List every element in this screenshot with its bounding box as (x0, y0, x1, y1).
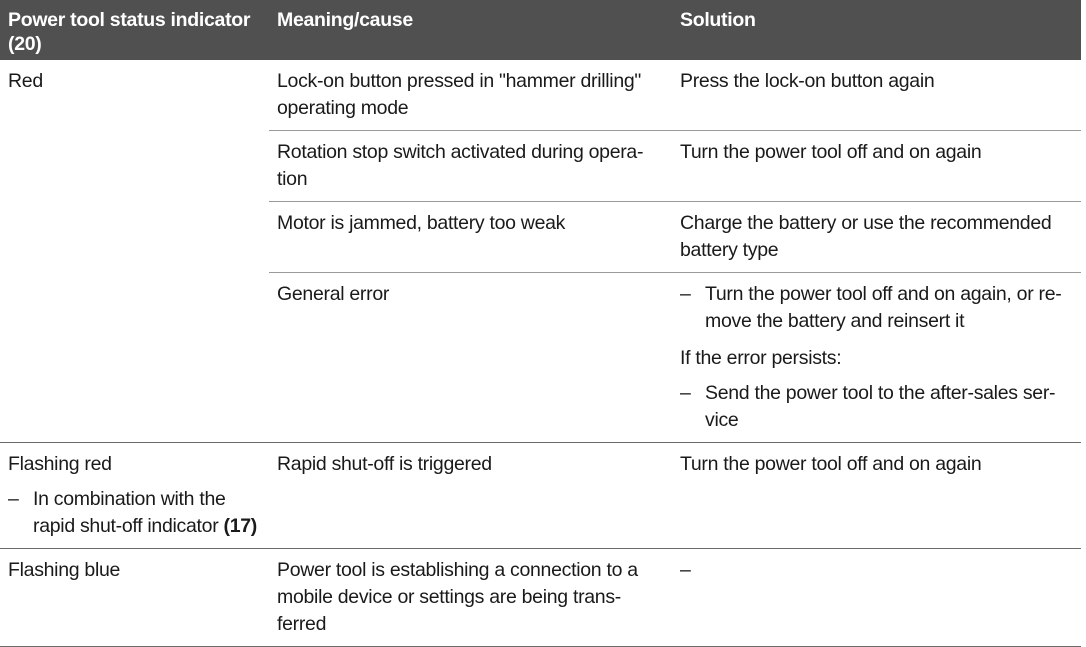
cause-cell: Lock-on button pressed in "hammer drilling" operating mode (277, 70, 642, 119)
table-row (0, 549, 1081, 647)
indicator-red-label: Red (8, 70, 43, 92)
table-row (0, 443, 1081, 549)
solution-item-text: Send the power tool to the after-sales ser-vice (705, 382, 1056, 431)
indicator-flashing-red-label: Flashing red (8, 453, 112, 475)
header-status-indicator: Power tool status indicator (20) (0, 0, 269, 60)
header-meaning-cause: Meaning/cause (269, 0, 672, 60)
cause-cell: Motor is jammed, battery too weak (269, 202, 672, 273)
solution-item-text: Turn the power tool off and on again, or re-move the battery and reinsert it (705, 283, 1062, 332)
solution-cell (672, 273, 1081, 443)
solution-cell: Turn the power tool off and on again (672, 443, 1081, 549)
table-row (0, 60, 1081, 131)
indicator-sub-ref: (17) (223, 515, 257, 537)
solution-cell: Charge the battery or use the recommended battery type (672, 202, 1081, 273)
dash-bullet: – (680, 283, 691, 305)
indicator-sub-item (8, 486, 261, 540)
solution-cell: Press the lock-on button again (680, 70, 935, 92)
indicator-flashing-red (0, 443, 269, 549)
dash-bullet: – (8, 488, 19, 510)
indicator-flashing-blue: Flashing blue (0, 549, 269, 647)
indicator-sub-text: In combination with the rapid shut-off indicator (33, 488, 226, 537)
solution-list-item (680, 380, 1073, 434)
solution-cell: – (672, 549, 1081, 647)
cause-cell: Rotation stop switch activated during opera-tion (269, 131, 672, 202)
table-header-row (0, 0, 1081, 60)
cause-cell: General error (269, 273, 672, 443)
dash-bullet: – (680, 382, 691, 404)
cause-cell: Rapid shut-off is triggered (269, 443, 672, 549)
solution-note: If the error persists: (680, 347, 842, 369)
solution-list-item (680, 281, 1073, 335)
header-solution: Solution (672, 0, 1081, 60)
indicator-red (0, 60, 269, 443)
cause-cell: Power tool is establishing a connection to a mobile device or settings are being trans-ferred (269, 549, 672, 647)
solution-cell: Turn the power tool off and on again (672, 131, 1081, 202)
